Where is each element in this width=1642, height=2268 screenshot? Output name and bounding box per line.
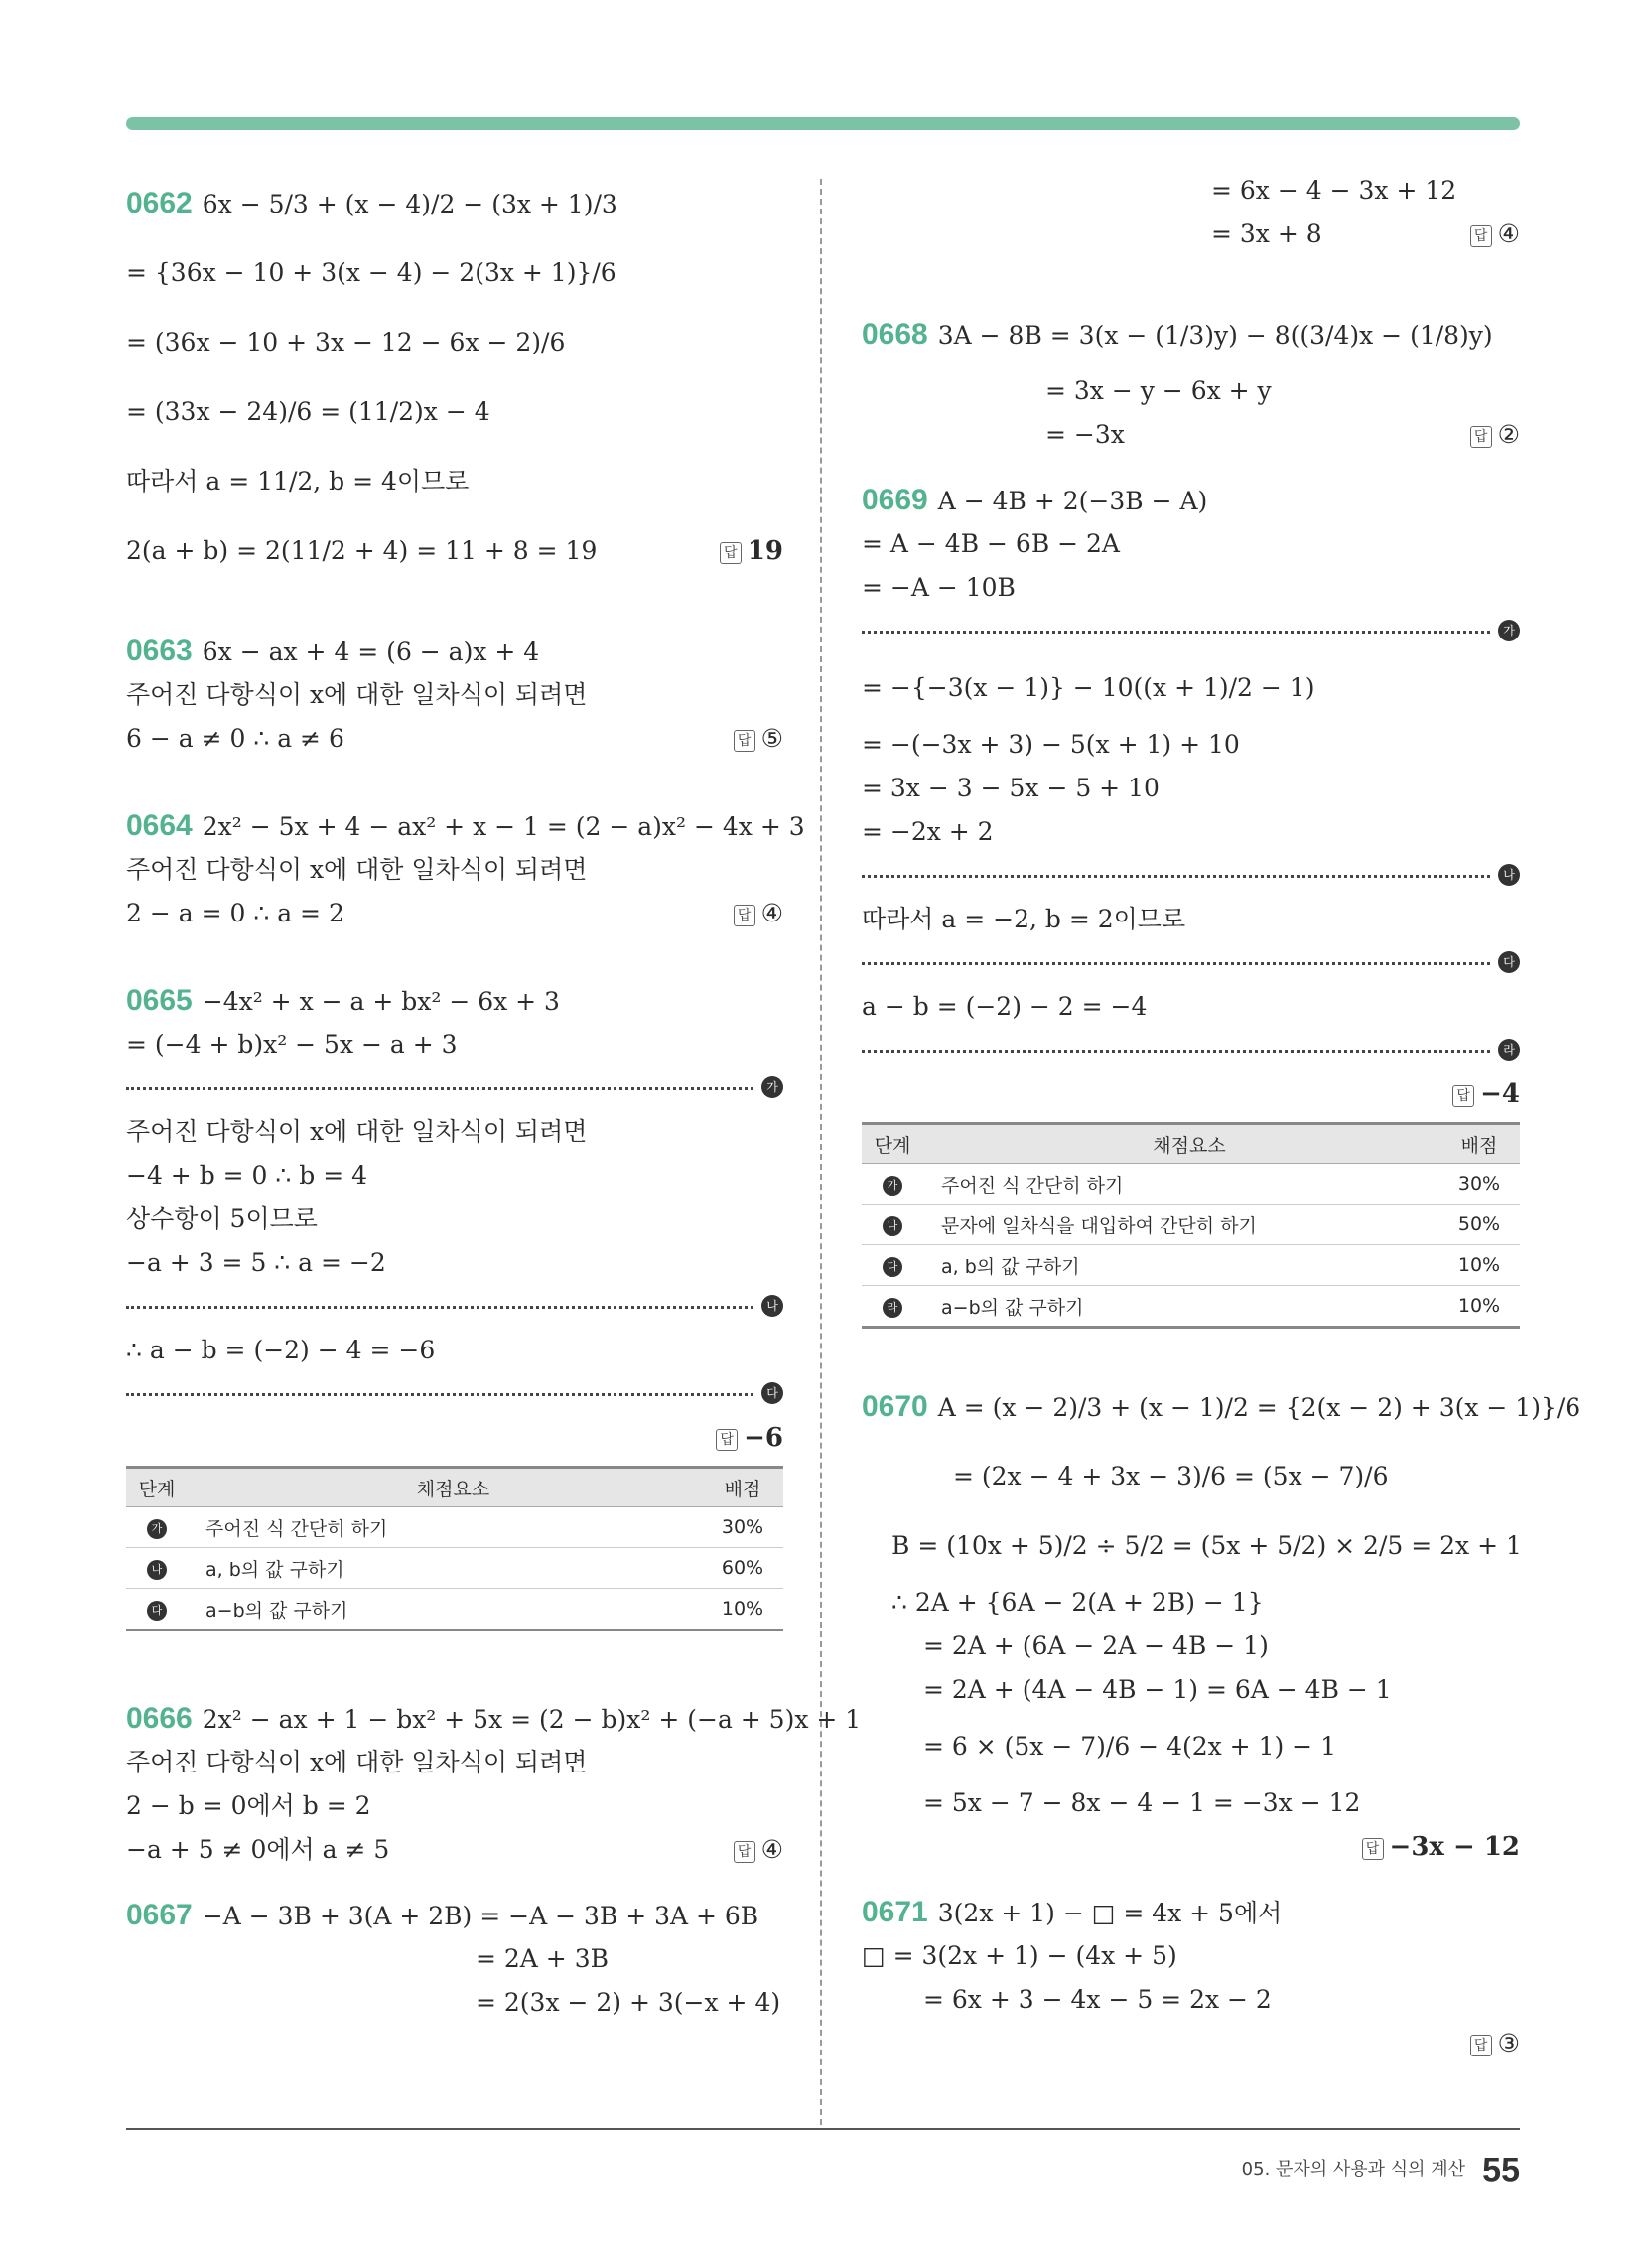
math-expression: = 6 × (5x − 7)/6 − 4(2x + 1) − 1 [923,1732,1336,1761]
problem-line [126,1741,783,1784]
answer-line [126,1416,783,1460]
problem-line [862,169,1520,213]
math-expression: = −{−3(x − 1)} − 10((x + 1)/2 − 1) [862,673,1315,702]
answer-icon: 답 [734,905,755,926]
step-separator [126,1066,783,1110]
step-mark-icon: 가 [1498,620,1520,641]
math-expression: 6 − a ≠ 0 ∴ a ≠ 6 [126,724,344,753]
problem-line [862,413,1520,457]
left-column [126,169,862,2025]
answer-icon: 답 [716,1429,738,1451]
problem-line [862,1978,1520,2022]
problem-number: 0663 [126,635,193,667]
problem-line [862,1781,1520,1825]
math-expression: −a + 5 ≠ 0에서 a ≠ 5 [126,1835,390,1864]
table-row: 라 a−b의 값 구하기 10% [862,1286,1520,1328]
scoring-table [126,1466,783,1631]
math-expression: 2x² − ax + 1 − bx² + 5x = (2 − b)x² + (−a + 5)x + 1 [202,1705,862,1734]
answer-line [862,2022,1520,2065]
problem-line [126,1241,783,1285]
step-mark-icon: 다 [883,1257,902,1277]
problem-0662 [126,169,783,586]
problem-line [126,1894,783,1937]
math-expression: 2 − b = 0에서 b = 2 [126,1791,371,1820]
math-expression: 주어진 다항식이 x에 대한 일차식이 되려면 [126,1117,588,1146]
math-expression: = 6x − 4 − 3x + 12 [1211,176,1457,205]
math-expression: = 2A + (4A − 4B − 1) = 6A − 4B − 1 [923,1675,1392,1704]
table-header-row: 단계 채점요소 배점 [862,1124,1520,1164]
answer: 답 ② [1470,413,1520,457]
math-expression: −4 + b = 0 ∴ b = 4 [126,1161,367,1190]
table-row: 나 a, b의 값 구하기 60% [126,1548,783,1589]
answer: 답 −3x − 12 [1362,1825,1520,1869]
math-expression: 상수항이 5이므로 [126,1205,318,1233]
answer: 답 ④ [734,1828,783,1872]
table-row: 나 문자에 일차식을 대입하여 간단히 하기 50% [862,1205,1520,1245]
problem-line [862,898,1520,941]
answer-line [862,1072,1520,1116]
problem-line [862,213,1520,256]
answer: 답 −4 [1452,1072,1520,1116]
step-separator [862,941,1520,985]
math-expression: 6x − 5/3 + (x − 4)/2 − (3x + 1)/3 [202,190,617,218]
math-expression: = 2A + 3B [476,1944,609,1973]
math-expression: ∴ 2A + {6A − 2(A + 2B) − 1} [891,1588,1264,1617]
step-mark-icon: 가 [883,1176,902,1196]
problem-number: 0665 [126,984,193,1017]
math-expression: B = (10x + 5)/2 ÷ 5/2 = (5x + 5/2) × 2/5 = 2x + 1 [891,1531,1522,1560]
answer-icon: 답 [1362,1838,1384,1860]
answer-icon: 답 [1452,1085,1474,1107]
problem-line [126,1154,783,1198]
step-mark-icon: 나 [761,1295,783,1317]
problem-line [862,479,1520,522]
scoring-table [862,1122,1520,1329]
step-separator [126,1285,783,1329]
math-expression: = −(−3x + 3) − 5(x + 1) + 10 [862,730,1240,759]
step-mark-icon: 나 [147,1560,167,1580]
problem-0667-continued [862,169,1520,256]
step-separator [862,854,1520,898]
problem-line [126,1329,783,1372]
problem-number: 0670 [862,1390,928,1423]
problem-line [126,1981,783,2025]
problem-line [862,723,1520,767]
table-row: 가 주어진 식 간단히 하기 30% [862,1164,1520,1205]
problem-line [862,985,1520,1029]
column-divider [820,179,822,2125]
math-expression: = −3x [1045,420,1125,449]
math-expression: = (36x − 10 + 3x − 12 − 6x − 2)/6 [126,328,566,356]
problem-line [126,979,783,1023]
problem-line [862,369,1520,413]
answer: 답 ⑤ [734,717,783,761]
math-expression: ∴ a − b = (−2) − 4 = −6 [126,1336,436,1364]
step-separator [126,1372,783,1416]
math-expression: 주어진 다항식이 x에 대한 일차식이 되려면 [126,855,588,884]
problem-line [862,810,1520,854]
problem-0667 [126,1894,783,2025]
problem-number: 0671 [862,1896,928,1928]
math-expression: = 2A + (6A − 2A − 4B − 1) [923,1631,1269,1660]
math-expression: = (−4 + b)x² − 5x − a + 3 [126,1030,458,1059]
problem-line [126,377,783,447]
answer: 답 19 [720,516,783,586]
problem-line [862,522,1520,566]
math-expression: = (2x − 4 + 3x − 3)/6 = (5x − 7)/6 [953,1462,1389,1490]
step-mark-icon: 가 [147,1519,167,1539]
math-expression: a − b = (−2) − 2 = −4 [862,992,1148,1021]
math-expression: 3(2x + 1) − □ = 4x + 5에서 [937,1899,1283,1927]
answer: 답 −6 [716,1416,783,1460]
answer-line [862,1825,1520,1869]
math-expression: 따라서 a = −2, b = 2이므로 [862,905,1186,933]
problem-line [126,238,783,308]
problem-number: 0666 [126,1702,193,1735]
math-expression: = 5x − 7 − 8x − 4 − 1 = −3x − 12 [923,1788,1361,1817]
math-expression: 주어진 다항식이 x에 대한 일차식이 되려면 [126,680,588,709]
math-expression: A − 4B + 2(−3B − A) [937,487,1208,515]
problem-line [126,169,783,238]
problem-line [862,1442,1520,1511]
answer: 답 ③ [1470,2022,1520,2065]
problem-line [862,653,1520,723]
problem-number: 0668 [862,318,928,351]
answer-icon: 답 [720,542,742,564]
right-column [862,169,1581,2065]
problem-0665 [126,979,783,1631]
table-row: 가 주어진 식 간단히 하기 30% [126,1507,783,1548]
math-expression: 따라서 a = 11/2, b = 4이므로 [126,467,470,496]
problem-line [126,1198,783,1241]
problem-line [862,566,1520,610]
problem-number: 0662 [126,187,193,219]
step-mark-icon: 가 [761,1076,783,1098]
step-separator [862,610,1520,653]
problem-0663 [126,630,783,761]
math-expression: □ = 3(2x + 1) − (4x + 5) [862,1941,1177,1970]
step-mark-icon: 라 [883,1298,902,1318]
math-expression: = 3x − y − 6x + y [1045,376,1272,405]
top-accent-bar [126,117,1520,130]
problem-line [126,717,783,761]
answer-icon: 답 [1470,225,1492,247]
table-header-row: 단계 채점요소 배점 [126,1468,783,1507]
problem-line [862,1581,1520,1625]
problem-line [126,848,783,892]
chapter-title: 05. 문자의 사용과 식의 계산 [1241,2159,1466,2180]
problem-line [126,804,805,848]
problem-line [126,1023,783,1066]
page-number: 55 [1482,2151,1520,2190]
step-mark-icon: 다 [147,1601,167,1621]
answer-icon: 답 [1470,2035,1492,2056]
problem-line [862,767,1520,810]
problem-line [862,1372,1581,1442]
math-expression: = 3x + 8 [1211,219,1322,248]
math-expression: = (33x − 24)/6 = (11/2)x − 4 [126,397,490,426]
math-expression: 2x² − 5x + 4 − ax² + x − 1 = (2 − a)x² − 4x + 3 [202,812,805,841]
step-mark-icon: 나 [1498,864,1520,886]
problem-line [126,1110,783,1154]
problem-line [126,447,783,516]
math-expression: 6x − ax + 4 = (6 − a)x + 4 [202,638,540,666]
answer-icon: 답 [734,730,755,752]
problem-line [862,1712,1520,1781]
problem-line [862,1668,1520,1712]
step-mark-icon: 나 [883,1216,902,1236]
problem-line [126,308,783,377]
math-expression: 2 − a = 0 ∴ a = 2 [126,899,344,927]
problem-0668 [862,300,1520,457]
table-row: 다 a−b의 값 구하기 10% [126,1589,783,1630]
problem-line [862,1934,1520,1978]
math-expression: −4x² + x − a + bx² − 6x + 3 [202,987,560,1016]
problem-line [862,1891,1520,1934]
problem-0664 [126,804,805,935]
problem-line [862,1511,1520,1581]
problem-0666 [126,1697,862,1872]
problem-number: 0667 [126,1899,193,1931]
math-expression: 주어진 다항식이 x에 대한 일차식이 되려면 [126,1748,588,1776]
problem-line [126,516,783,586]
math-expression: = 2(3x − 2) + 3(−x + 4) [476,1988,781,2017]
math-expression: 3A − 8B = 3(x − (1/3)y) − 8((3/4)x − (1/8)y) [937,321,1493,350]
answer: 답 ④ [734,892,783,935]
problem-number: 0664 [126,809,193,842]
math-expression: = {36x − 10 + 3(x − 4) − 2(3x + 1)}/6 [126,258,616,287]
problem-0670 [862,1372,1581,1869]
problem-line [862,300,1520,369]
page-footer [1242,2145,1520,2195]
problem-line [862,1625,1520,1668]
math-expression: −A − 3B + 3(A + 2B) = −A − 3B + 3A + 6B [202,1902,759,1930]
step-mark-icon: 라 [1498,1039,1520,1061]
math-expression: = 6x + 3 − 4x − 5 = 2x − 2 [923,1985,1272,2014]
problem-line [126,1697,862,1741]
answer-icon: 답 [1470,426,1492,448]
math-expression: = A − 4B − 6B − 2A [862,529,1120,558]
step-mark-icon: 다 [761,1382,783,1404]
problem-line [126,1784,783,1828]
step-separator [862,1029,1520,1072]
problem-line [126,892,783,935]
answer-icon: 답 [734,1841,755,1863]
problem-line [126,630,783,673]
math-expression: = −2x + 2 [862,817,994,846]
footer-rule [126,2128,1520,2130]
problem-0671 [862,1891,1520,2065]
math-expression: −a + 3 = 5 ∴ a = −2 [126,1248,386,1277]
math-expression: 2(a + b) = 2(11/2 + 4) = 11 + 8 = 19 [126,536,598,565]
math-expression: = 3x − 3 − 5x − 5 + 10 [862,774,1160,802]
problem-0669 [862,479,1520,1329]
problem-number: 0669 [862,484,928,516]
step-mark-icon: 다 [1498,951,1520,973]
problem-line [126,1828,783,1872]
table-row: 다 a, b의 값 구하기 10% [862,1245,1520,1286]
math-expression: = −A − 10B [862,573,1016,602]
math-expression: A = (x − 2)/3 + (x − 1)/2 = {2(x − 2) + 3(x − 1)}/6 [937,1393,1581,1422]
problem-line [126,673,783,717]
answer: 답 ④ [1470,213,1520,256]
problem-line [126,1937,783,1981]
